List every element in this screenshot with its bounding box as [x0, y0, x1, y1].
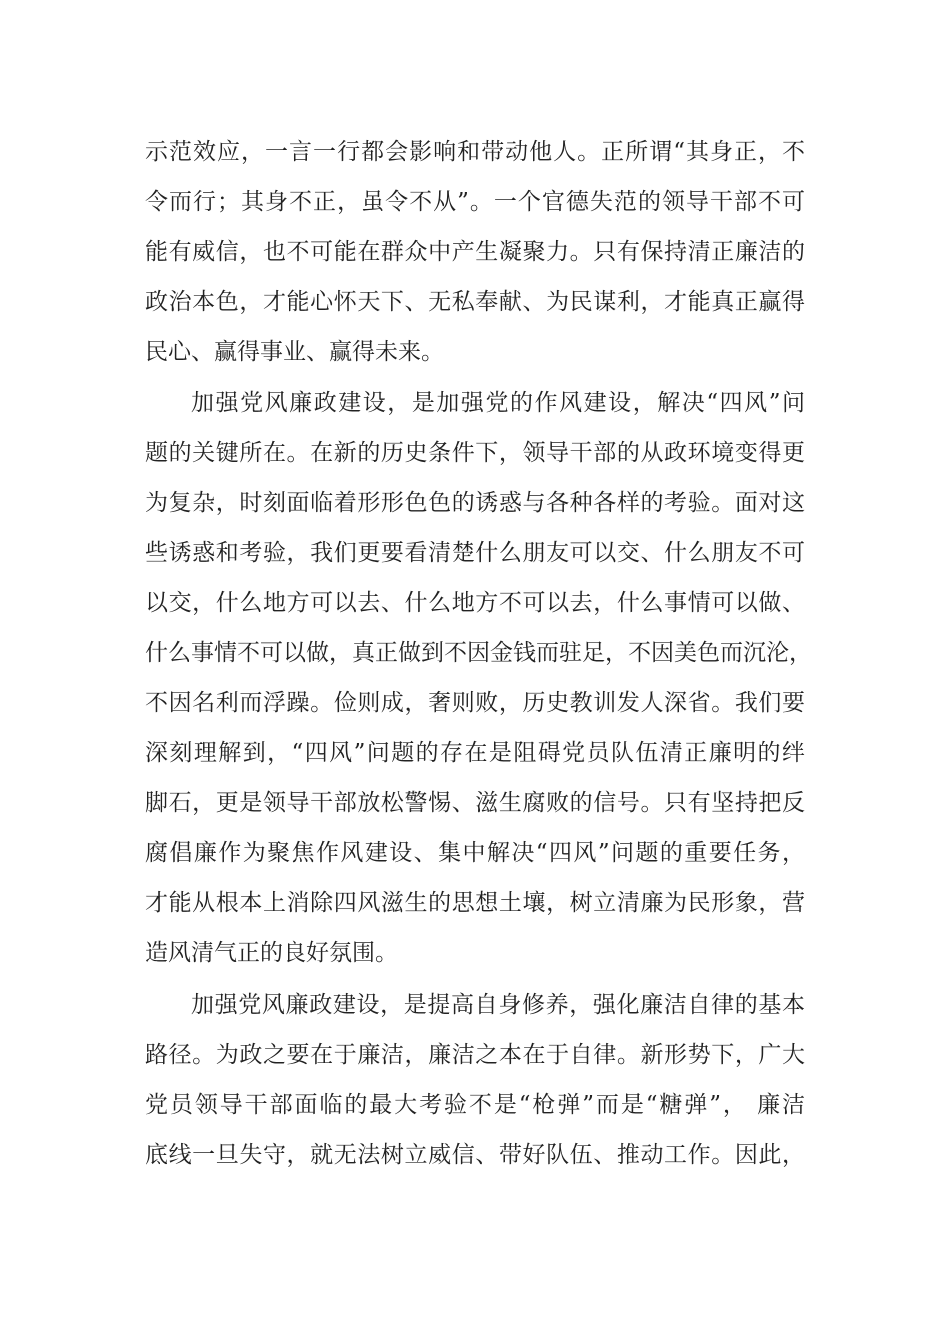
- text-line: 深刻理解到，“四风”问题的存在是阻碍党员队伍清正廉明的绊: [145, 740, 805, 766]
- paragraph-first-line: 加强党风廉政建设，是提高自身修养，强化廉洁自律的基本: [191, 992, 805, 1018]
- text-line: 造风清气正的良好氛围。: [145, 940, 398, 966]
- text-line: 脚石，更是领导干部放松警惕、滋生腐败的信号。只有坚持把反: [145, 790, 805, 816]
- text-line: 不因名利而浮躁。俭则成，奢则败，历史教训发人深省。我们要: [145, 690, 805, 716]
- text-line: 什么事情不可以做，真正做到不因金钱而驻足，不因美色而沉沦，: [145, 640, 812, 666]
- text-line: 以交，什么地方可以去、什么地方不可以去，什么事情可以做、: [145, 590, 805, 616]
- text-line: 为复杂，时刻面临着形形色色的诱惑与各种各样的考验。面对这: [145, 490, 805, 516]
- text-line: 党员领导干部面临的最大考验不是“枪弹”而是“糖弹”， 廉洁: [145, 1092, 805, 1118]
- text-line: 政治本色，才能心怀天下、无私奉献、为民谋利，才能真正赢得: [145, 289, 805, 315]
- text-line: 些诱惑和考验，我们更要看清楚什么朋友可以交、什么朋友不可: [145, 540, 805, 566]
- text-line: 能有威信，也不可能在群众中产生凝聚力。只有保持清正廉洁的: [145, 239, 805, 265]
- text-line: 腐倡廉作为聚焦作风建设、集中解决“四风”问题的重要任务，: [145, 840, 805, 866]
- text-line: 才能从根本上消除四风滋生的思想土壤，树立清廉为民形象，营: [145, 890, 805, 916]
- text-line: 令而行；其身不正，虽令不从”。一个官德失范的领导干部不可: [145, 189, 805, 215]
- text-line: 题的关键所在。在新的历史条件下，领导干部的从政环境变得更: [145, 440, 805, 466]
- text-line: 示范效应，一言一行都会影响和带动他人。正所谓“其身正，不: [145, 139, 805, 165]
- text-line: 民心、赢得事业、赢得未来。: [145, 339, 444, 365]
- text-line: 底线一旦失守，就无法树立威信、带好队伍、推动工作。因此，: [145, 1142, 805, 1168]
- text-line: 路径。为政之要在于廉洁，廉洁之本在于自律。新形势下，广大: [145, 1042, 805, 1068]
- paragraph-first-line: 加强党风廉政建设，是加强党的作风建设，解决“四风”问: [191, 390, 805, 416]
